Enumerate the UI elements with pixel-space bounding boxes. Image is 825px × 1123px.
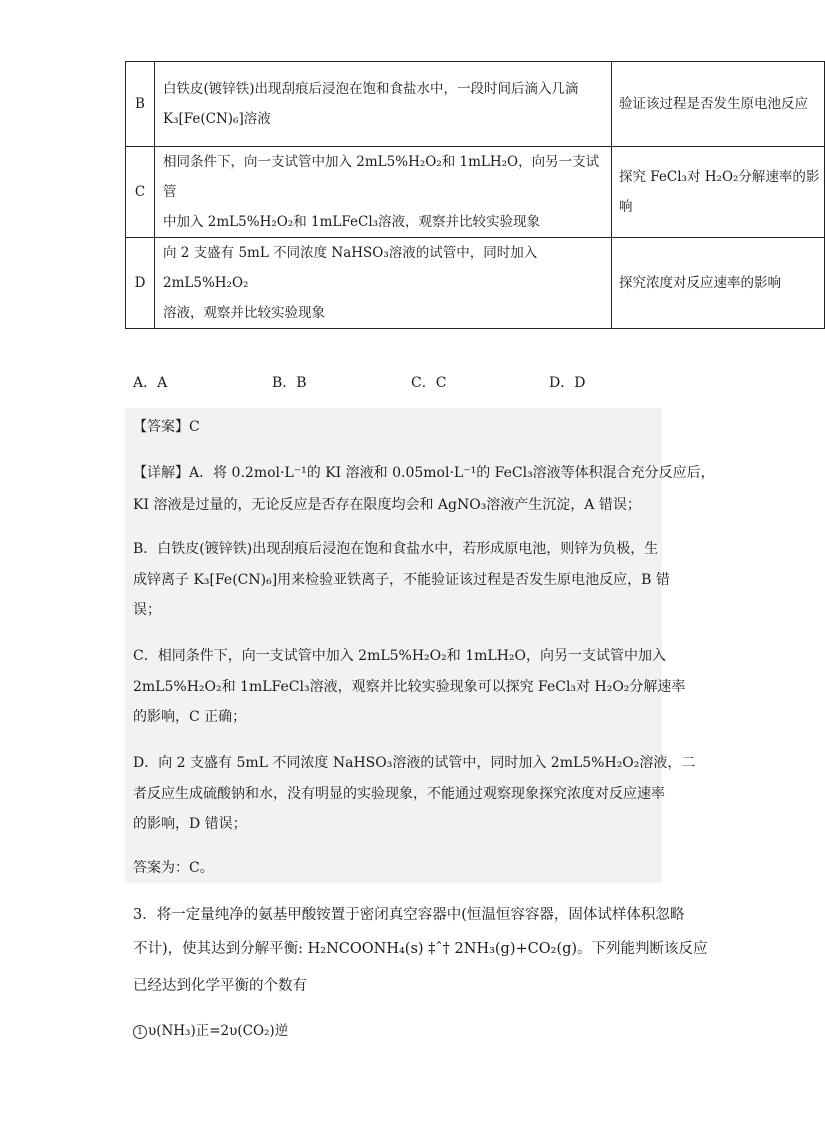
- detail-b-line1: B．白铁皮(镀锌铁)出现刮痕后浸泡在饱和食盐水中，若形成原电池，则锌为负极，生: [133, 541, 659, 557]
- question-3-item-1: [133, 1019, 288, 1039]
- detail-d-line2: 者反应生成硫酸钠和水，没有明显的实验现象，不能通过观察现象探究浓度对反应速率: [133, 786, 665, 802]
- row-label: B: [126, 62, 155, 147]
- purpose-cell: [612, 62, 825, 147]
- operation-line: 中加入 2mL5%H₂O₂和 1mLFeCl₃溶液，观察并比较实验现象: [163, 214, 541, 230]
- operation-cell: [155, 147, 612, 238]
- detail-c-line2: 2mL5%H₂O₂和 1mLFeCl₃溶液，观察并比较实验现象可以探究 FeCl₃对 H₂O₂分解速率: [133, 679, 686, 695]
- operation-cell: [155, 238, 612, 329]
- detail-b-line2: 成锌离子 K₃[Fe(CN)₆]用来检验亚铁离子，不能验证该过程是否发生原电池反应，B 错: [133, 572, 670, 588]
- purpose-cell: [612, 238, 825, 329]
- question-3-line1: 3．将一定量纯净的氨基甲酸铵置于密闭真空容器中(恒温恒容容器，固体试样体积忽略: [133, 907, 685, 923]
- operation-cell: [155, 62, 612, 147]
- operation-line: 溶液，观察并比较实验现象: [163, 305, 325, 321]
- option-a: A．A: [133, 375, 168, 391]
- question-3-line3: 已经达到化学平衡的个数有: [133, 978, 307, 994]
- purpose-line: 探究浓度对反应速率的影响: [619, 275, 781, 291]
- experiment-table: [125, 61, 825, 329]
- circled-number-icon: 1: [133, 1025, 147, 1039]
- operation-line: 向 2 支盛有 5mL 不同浓度 NaHSO₃溶液的试管中，同时加入 2mL5%H₂O₂: [163, 245, 538, 291]
- operation-line: 相同条件下，向一支试管中加入 2mL5%H₂O₂和 1mLH₂O，向另一支试管: [163, 154, 600, 200]
- item-1-text: υ(NH₃)正=2υ(CO₂)逆: [148, 1023, 289, 1039]
- answer-line: 【答案】C: [133, 419, 200, 435]
- table-row: [126, 62, 825, 147]
- option-d: D．D: [549, 375, 586, 391]
- detail-a-line2: KI 溶液是过量的，无论反应是否存在限度均会和 AgNO₃溶液产生沉淀，A 错误；: [133, 497, 641, 513]
- option-c: C．C: [411, 375, 447, 391]
- detail-b-line3: 误；: [133, 602, 161, 618]
- option-b: B．B: [272, 375, 307, 391]
- answer-explanation: [125, 408, 715, 883]
- table-row: [126, 147, 825, 238]
- purpose-line: 探究 FeCl₃对 H₂O₂分解速率的影: [619, 169, 820, 185]
- detail-c-line1: C．相同条件下，向一支试管中加入 2mL5%H₂O₂和 1mLH₂O，向另一支试管中加入: [133, 648, 666, 664]
- row-label: C: [126, 147, 155, 238]
- purpose-cell: [612, 147, 825, 238]
- detail-c-line3: 的影响，C 正确；: [133, 709, 247, 725]
- table-row: [126, 238, 825, 329]
- detail-a-line1: 【详解】A．将 0.2mol·L⁻¹的 KI 溶液和 0.05mol·L⁻¹的 FeCl₃溶液等体积混合充分反应后，: [133, 465, 715, 481]
- row-label: D: [126, 238, 155, 329]
- question-3-line2: 不计)，使其达到分解平衡: H₂NCOONH₄(s) ‡ˆ† 2NH₃(g)+CO₂(g)。下列能判断该反应: [133, 941, 708, 957]
- detail-d-line3: 的影响，D 错误；: [133, 816, 247, 832]
- detail-d-line1: D．向 2 支盛有 5mL 不同浓度 NaHSO₃溶液的试管中，同时加入 2mL5%H₂O₂溶液，二: [133, 755, 696, 771]
- purpose-line: 响: [619, 199, 633, 215]
- purpose-line: 验证该过程是否发生原电池反应: [619, 96, 808, 112]
- operation-line: 白铁皮(镀锌铁)出现刮痕后浸泡在饱和食盐水中，一段时间后滴入几滴: [163, 81, 579, 97]
- final-answer: 答案为：C。: [133, 860, 214, 876]
- operation-line: K₃[Fe(CN)₆]溶液: [163, 111, 271, 127]
